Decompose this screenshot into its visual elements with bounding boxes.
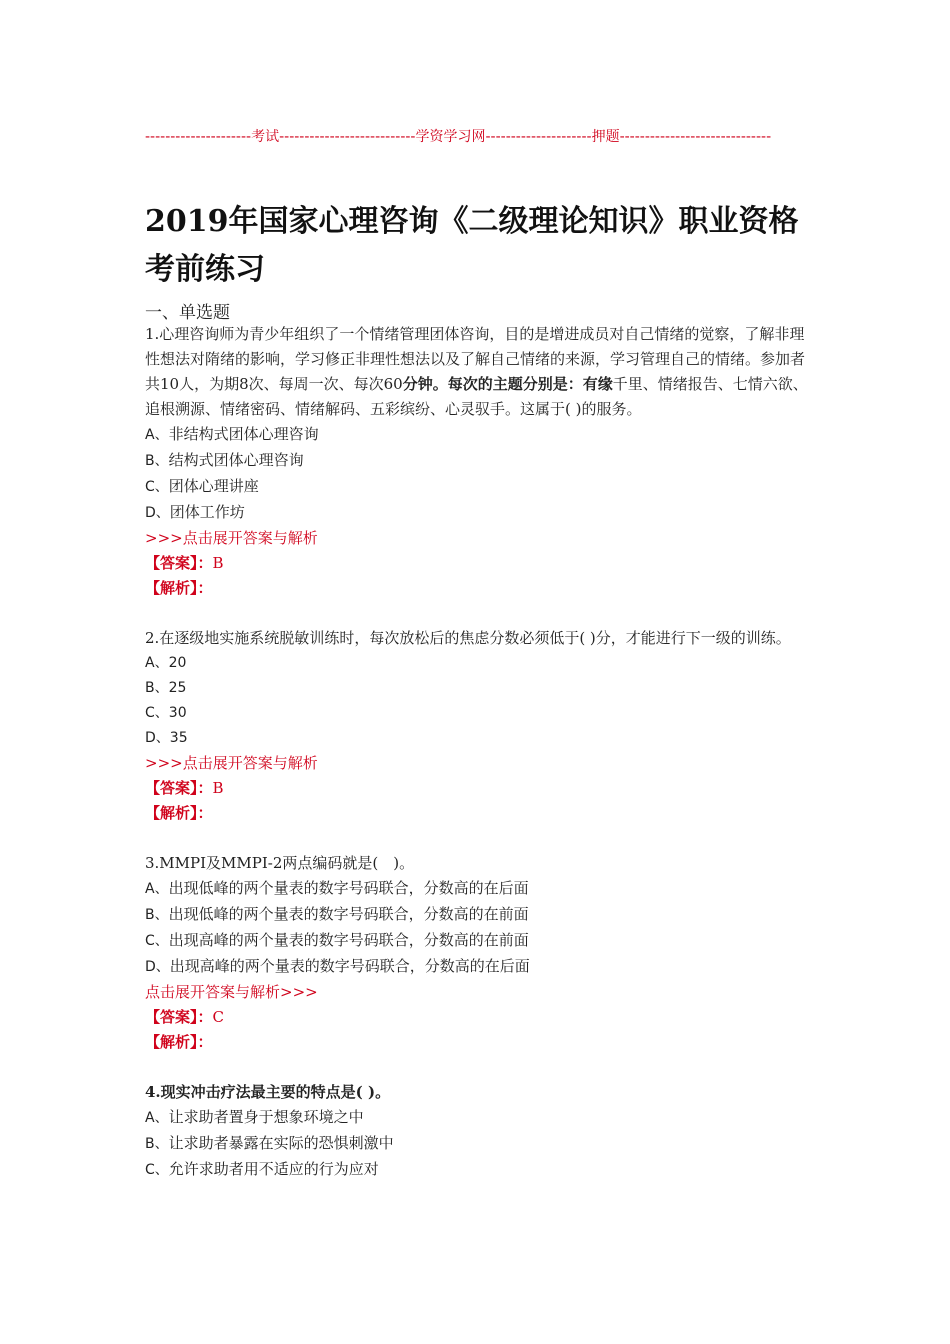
option-d[interactable] xyxy=(145,500,810,526)
option-text: 出现高峰的两个量表的数字号码联合，分数高的在后面 xyxy=(169,957,530,975)
option-key: D、 xyxy=(145,730,170,746)
section-heading: 一、单选题 xyxy=(145,303,230,323)
option-c[interactable] xyxy=(145,474,810,500)
option-text: 出现低峰的两个量表的数字号码联合，分数高的在后面 xyxy=(168,879,529,897)
question-3 xyxy=(145,851,810,1080)
question-list xyxy=(145,322,810,1183)
analysis-label: 【解析】： xyxy=(145,1033,213,1051)
option-text: 出现低峰的两个量表的数字号码联合，分数高的在前面 xyxy=(168,905,529,923)
answer-line xyxy=(145,776,810,801)
option-a[interactable] xyxy=(145,1105,810,1131)
question-text-part: 千里、情绪报告、七情六欲、追根溯源、情绪密码、情绪解码、五彩缤纷、心灵驭手。这属于( )的服务。 xyxy=(145,375,808,418)
question-text: 4.现实冲击疗法最主要的特点是( )。 xyxy=(145,1083,391,1101)
option-b[interactable] xyxy=(145,448,810,474)
analysis-label: 【解析】： xyxy=(145,579,213,597)
option-text: 35 xyxy=(169,730,188,746)
expand-answer-link[interactable]: 点击展开答案与解析>>> xyxy=(145,983,318,1001)
spacer xyxy=(145,1055,810,1080)
answer-label: 【答案】： xyxy=(145,779,213,797)
option-text: 20 xyxy=(168,655,187,671)
option-text: 团体心理讲座 xyxy=(168,477,259,495)
option-b[interactable] xyxy=(145,676,810,701)
option-d[interactable] xyxy=(145,954,810,980)
option-key: B、 xyxy=(145,907,169,923)
analysis-line xyxy=(145,1030,810,1055)
option-c[interactable] xyxy=(145,701,810,726)
option-text: 让求助者置身于想象环境之中 xyxy=(168,1108,364,1126)
answer-label: 【答案】： xyxy=(145,554,213,572)
option-b[interactable] xyxy=(145,1131,810,1157)
option-key: A、 xyxy=(145,655,169,671)
option-a[interactable] xyxy=(145,876,810,902)
option-key: A、 xyxy=(145,881,169,897)
option-text: 30 xyxy=(168,705,187,721)
option-c[interactable] xyxy=(145,1157,810,1183)
answer-value: B xyxy=(212,779,224,797)
option-text: 允许求助者用不适应的行为应对 xyxy=(168,1160,379,1178)
option-key: B、 xyxy=(145,453,169,469)
option-d[interactable] xyxy=(145,726,810,751)
answer-line xyxy=(145,1005,810,1030)
question-text: 3.MMPI及MMPI-2两点编码就是( )。 xyxy=(145,854,415,872)
question-text xyxy=(145,322,810,422)
option-c[interactable] xyxy=(145,928,810,954)
analysis-line xyxy=(145,576,810,601)
option-key: C、 xyxy=(145,705,169,721)
answer-line xyxy=(145,551,810,576)
document-title: 2019年国家心理咨询《二级理论知识》职业资格考前练习 xyxy=(145,204,799,287)
question-text: 2.在逐级地实施系统脱敏训练时，每次放松后的焦虑分数必须低于( )分，才能进行下一级的训练。 xyxy=(145,629,791,647)
question-2 xyxy=(145,626,810,851)
answer-label: 【答案】： xyxy=(145,1008,213,1026)
expand-answer-link[interactable]: >>>点击展开答案与解析 xyxy=(145,529,318,547)
option-key: C、 xyxy=(145,1162,169,1178)
question-4 xyxy=(145,1080,810,1183)
option-a[interactable] xyxy=(145,651,810,676)
expand-answer-link[interactable]: >>>点击展开答案与解析 xyxy=(145,754,318,772)
option-key: D、 xyxy=(145,959,170,975)
analysis-line xyxy=(145,801,810,826)
option-text: 出现高峰的两个量表的数字号码联合，分数高的在前面 xyxy=(168,931,529,949)
question-1 xyxy=(145,322,810,626)
option-key: C、 xyxy=(145,933,169,949)
answer-value: B xyxy=(212,554,224,572)
spacer xyxy=(145,826,810,851)
option-key: C、 xyxy=(145,479,169,495)
option-text: 团体工作坊 xyxy=(169,503,245,521)
spacer xyxy=(145,601,810,626)
option-a[interactable] xyxy=(145,422,810,448)
question-text-bold-part: 分钟。每次的主题分别是：有缘 xyxy=(402,375,613,393)
option-text: 结构式团体心理咨询 xyxy=(168,451,304,469)
option-b[interactable] xyxy=(145,902,810,928)
page-header-banner: ---------------------考试---------------------------学资学习网---------------------押题------------------------------ xyxy=(145,129,772,145)
option-key: B、 xyxy=(145,680,169,696)
question-text-part: 1.心理咨询师为青少年组织了一个情绪管理团体咨询，目的是增进成员对自己情绪的觉察，了解非理性想法对隋绪的影响，学习修正非理性想法以及了解自己情绪的来源，学习管理自己的情绪。参加者共10人，为期8次、每周一次、每次60 xyxy=(145,325,806,393)
option-text: 25 xyxy=(168,680,187,696)
answer-value: C xyxy=(212,1008,224,1026)
option-text: 让求助者暴露在实际的恐惧刺激中 xyxy=(168,1134,394,1152)
option-key: D、 xyxy=(145,505,170,521)
analysis-label: 【解析】： xyxy=(145,804,213,822)
option-key: A、 xyxy=(145,427,169,443)
option-key: A、 xyxy=(145,1110,169,1126)
option-text: 非结构式团体心理咨询 xyxy=(168,425,319,443)
option-key: B、 xyxy=(145,1136,169,1152)
